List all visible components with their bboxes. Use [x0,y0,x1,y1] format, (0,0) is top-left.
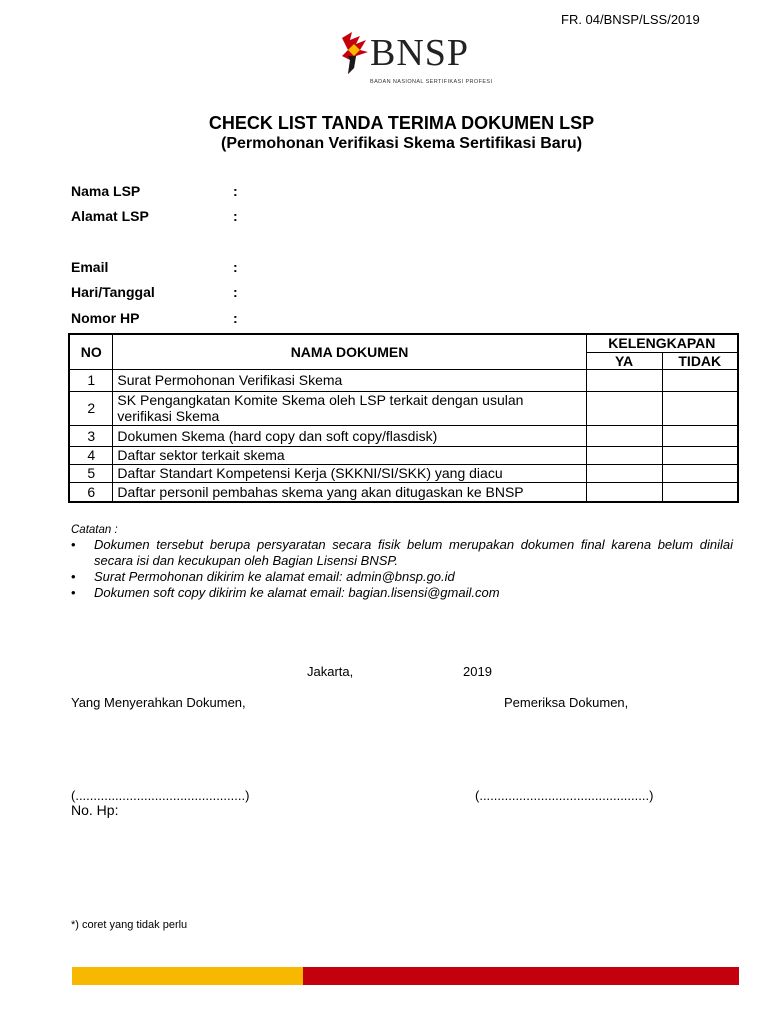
header-kelengkapan: KELENGKAPAN [586,334,738,352]
bullet-icon: • [71,537,76,552]
header-nama-dokumen: NAMA DOKUMEN [113,334,586,369]
bnsp-logo [338,30,493,90]
table-row [69,446,738,464]
checkbox-tidak[interactable] [662,446,738,464]
field-colon: : [233,310,238,326]
checkbox-tidak[interactable] [662,391,738,425]
table-row [69,391,738,425]
header-tidak: TIDAK [662,352,738,369]
field-label: Nama LSP [71,183,141,199]
table-row [69,425,738,446]
table-row [69,482,738,502]
bullet-icon: • [71,569,76,584]
checkbox-tidak[interactable] [662,369,738,391]
row-document-name: Daftar Standart Kompetensi Kerja (SKKNI/SI/SKK) yang diacu [113,464,586,482]
footer-bar-yellow [72,967,303,985]
note-item [71,537,733,569]
form-code: FR. 04/BNSP/LSS/2019 [561,12,700,27]
field-label: Email [71,259,109,275]
checkbox-ya[interactable] [586,482,662,502]
bullet-icon: • [71,585,76,600]
row-number: 3 [69,425,113,446]
field-colon: : [233,208,238,224]
row-number: 1 [69,369,113,391]
field-label: Hari/Tanggal [71,284,155,300]
document-title: CHECK LIST TANDA TERIMA DOKUMEN LSP [208,113,595,133]
footnote: *) coret yang tidak perlu [71,919,188,931]
row-document-name: Dokumen Skema (hard copy dan soft copy/flasdisk) [113,425,586,446]
signature-year: 2019 [463,664,492,679]
submitter-signature-line: (...............................................) [71,788,250,803]
note-text: Dokumen soft copy dikirim ke alamat email: bagian.lisensi@gmail.com [94,585,500,600]
field-colon: : [233,259,238,275]
checker-signature-line: (...............................................) [475,788,654,803]
checkbox-tidak[interactable] [662,482,738,502]
field-label: Nomor HP [71,310,140,326]
checkbox-ya[interactable] [586,446,662,464]
field-colon: : [233,183,238,199]
row-document-name: SK Pengangkatan Komite Skema oleh LSP terkait dengan usulan verifikasi Skema [113,391,586,425]
checkbox-tidak[interactable] [662,425,738,446]
checkbox-ya[interactable] [586,369,662,391]
footer-bar-red [303,967,739,985]
field-label: Alamat LSP [71,208,149,224]
notes-section [71,523,733,601]
table-row [69,369,738,391]
logo-text: BNSP [370,32,470,74]
row-number: 2 [69,391,113,425]
checker-label: Pemeriksa Dokumen, [504,695,629,710]
document-checklist-table [68,333,739,503]
note-item [71,585,733,601]
row-number: 4 [69,446,113,464]
note-text: Dokumen tersebut berupa persyaratan secara fisik belum merupakan dokumen final karena belum dinilai secara isi dan kecukupan oleh Bagian Lisensi BNSP. [94,537,733,568]
signature-city: Jakarta, [307,664,354,679]
document-subtitle: (Permohonan Verifikasi Skema Sertifikasi Baru) [220,135,583,152]
note-text: Surat Permohonan dikirim ke alamat email: admin@bnsp.go.id [94,569,455,584]
garuda-emblem-icon [338,30,372,78]
notes-heading: Catatan : [71,524,118,536]
table-row [69,464,738,482]
row-number: 5 [69,464,113,482]
header-no: NO [69,334,113,369]
logo-subtext: BADAN NASIONAL SERTIFIKASI PROFESI [370,79,493,85]
row-number: 6 [69,482,113,502]
submitter-label: Yang Menyerahkan Dokumen, [71,695,246,710]
field-colon: : [233,284,238,300]
row-document-name: Surat Permohonan Verifikasi Skema [113,369,586,391]
checkbox-ya[interactable] [586,464,662,482]
phone-number-label: No. Hp: [71,802,119,818]
checkbox-ya[interactable] [586,391,662,425]
checkbox-tidak[interactable] [662,464,738,482]
note-item [71,569,733,585]
header-ya: YA [586,352,662,369]
row-document-name: Daftar personil pembahas skema yang akan ditugaskan ke BNSP [113,482,586,502]
checkbox-ya[interactable] [586,425,662,446]
row-document-name: Daftar sektor terkait skema [113,446,586,464]
